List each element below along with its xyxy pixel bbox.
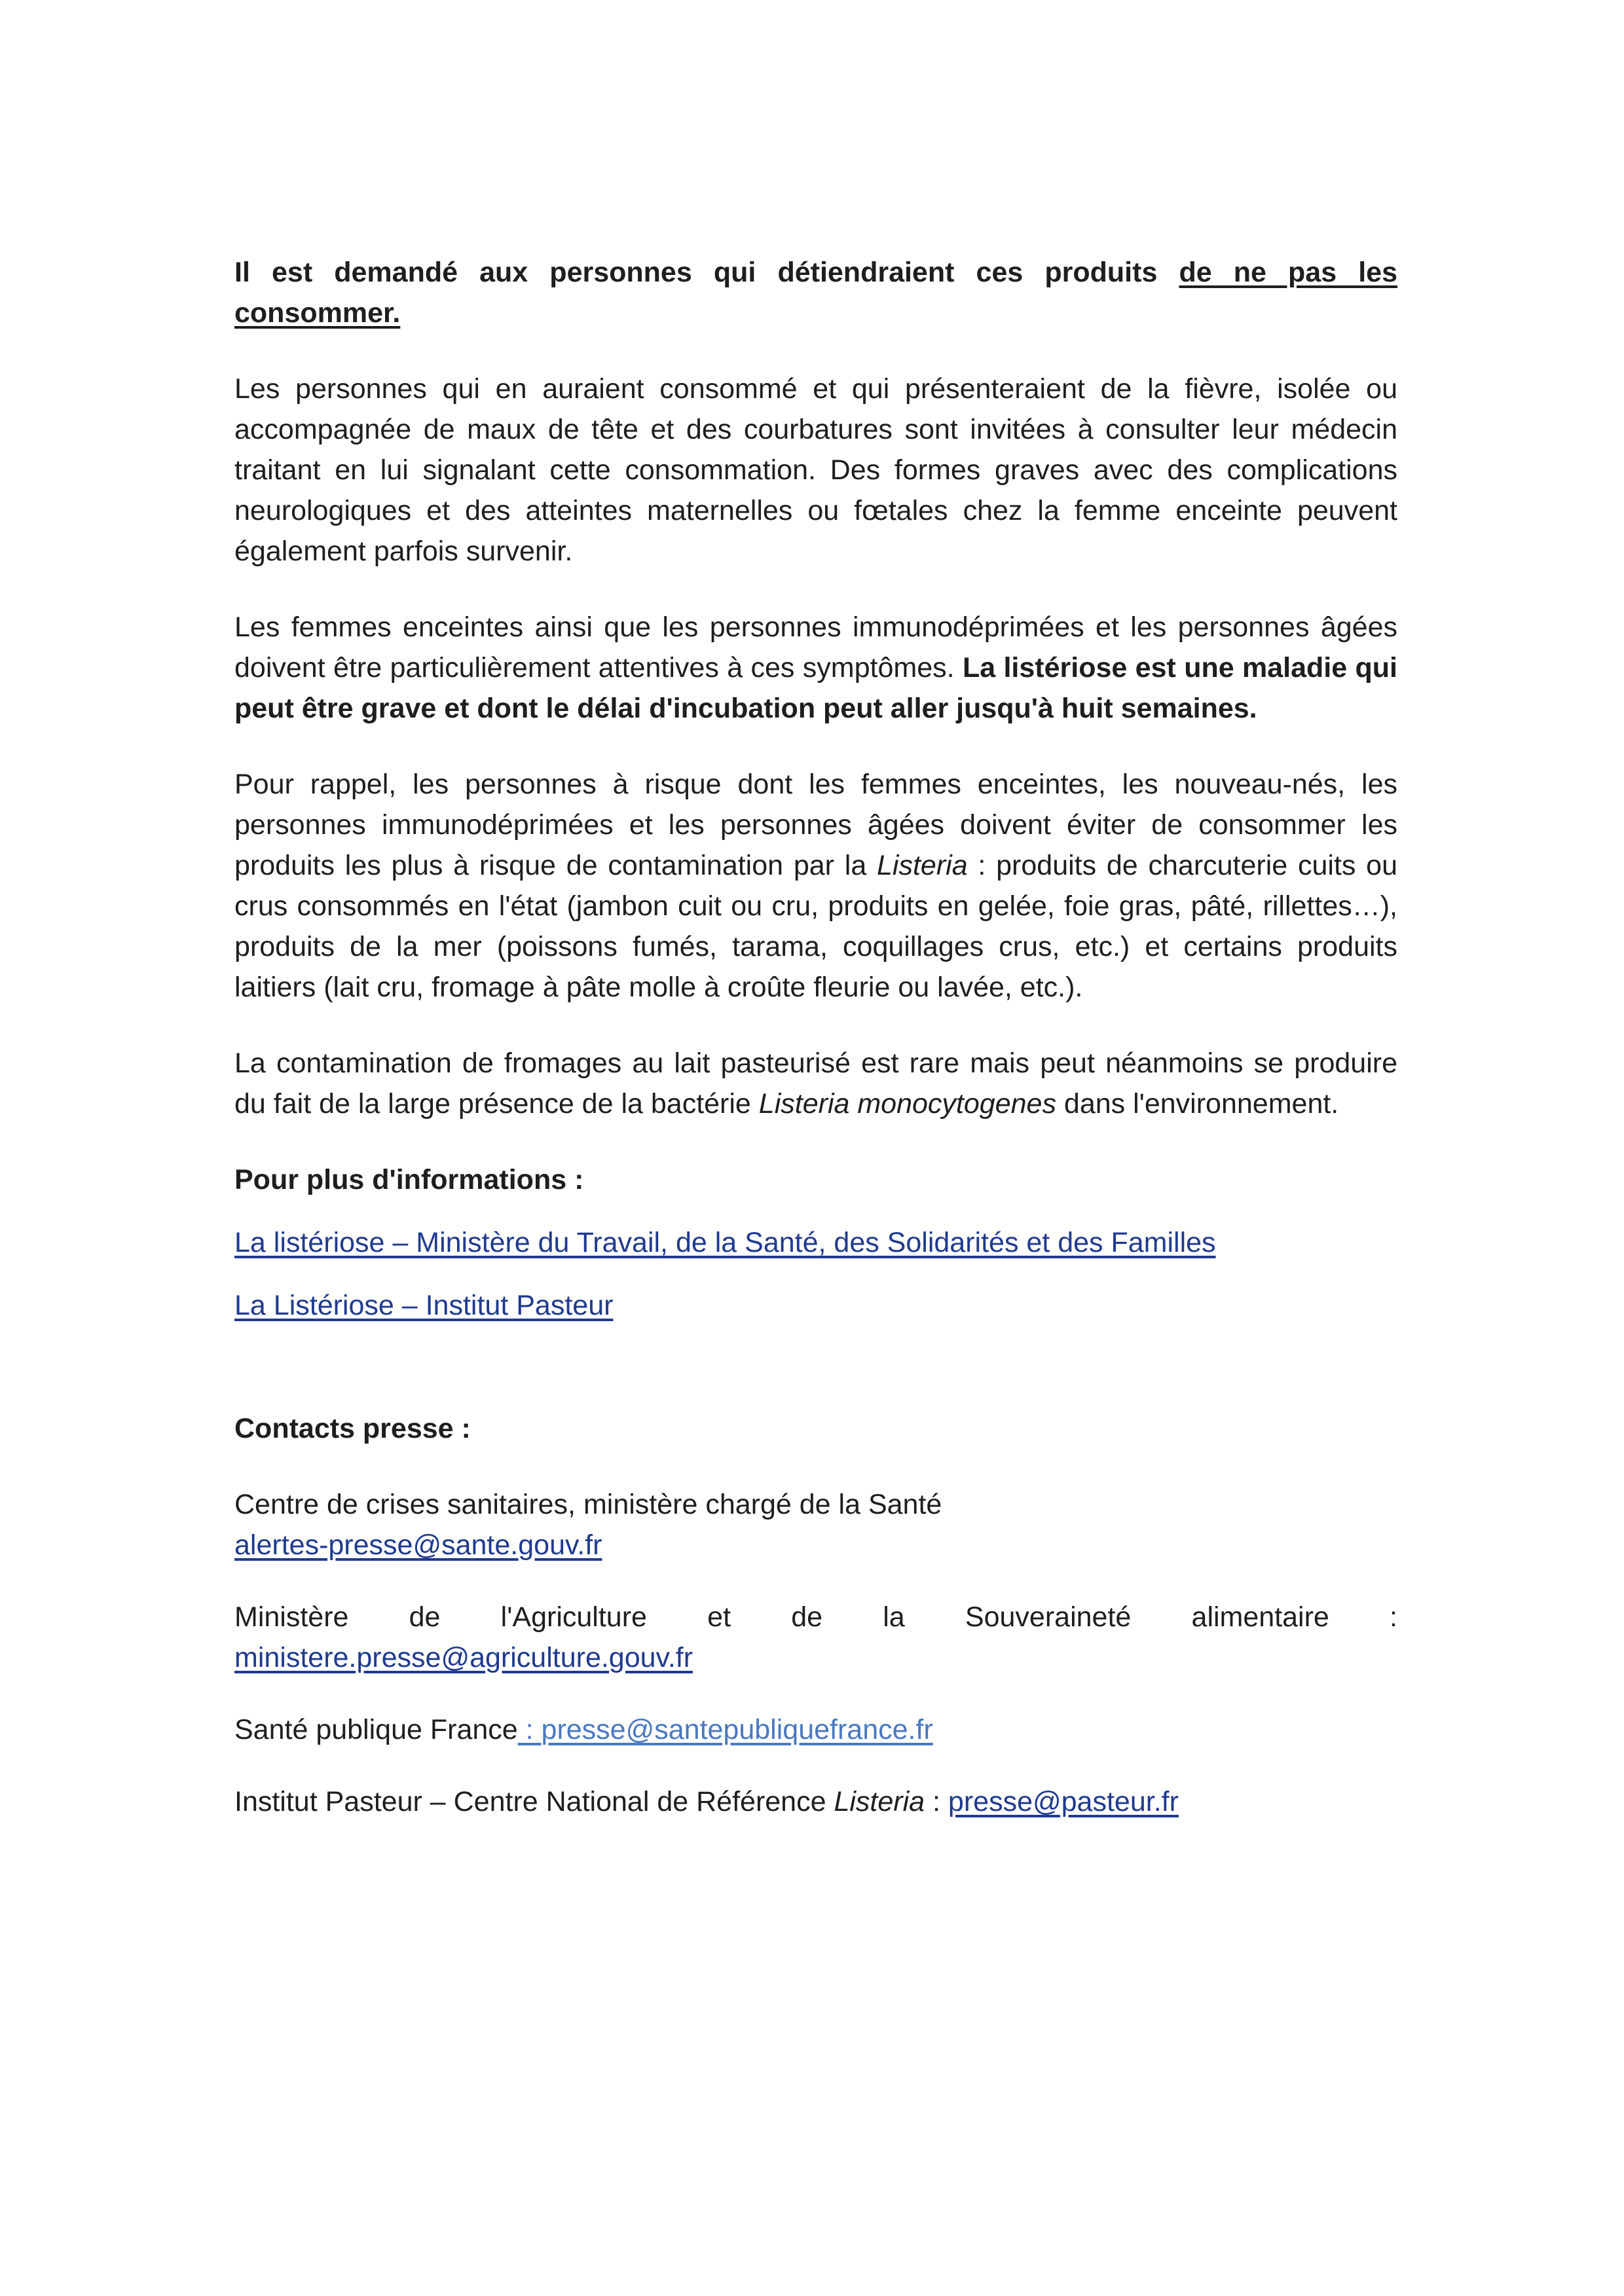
reminder-text-before: Pour rappel, les personnes à risque dont les femmes enceintes, les nouveau-nés, les personnes immunodéprimées et les personnes âgées doivent éviter de consommer les produits les plus à risque de contamination par la [234, 769, 1397, 881]
contact-email-spf[interactable]: presse@santepubliquefrance.fr [541, 1714, 933, 1745]
contact-label: Centre de crises sanitaires, ministère chargé de la Santé [234, 1489, 942, 1520]
contact-label: Santé publique France [234, 1714, 518, 1745]
reminder-paragraph [234, 764, 1397, 1008]
more-info-link-ministere[interactable] [234, 1222, 1397, 1263]
contamination-text-after: dans l'environnement. [1056, 1088, 1339, 1120]
contact-separator: : [517, 1714, 542, 1745]
risk-bold-text: La listériose est une maladie qui peut être grave et dont le délai d'incubation peut aller jusqu'à huit semaines. [234, 652, 1398, 724]
pasteur-link[interactable]: La Listériose – Institut Pasteur [234, 1290, 614, 1321]
reminder-italic: Listeria [877, 850, 968, 881]
spacer [234, 1348, 1397, 1408]
ministere-link[interactable]: La listériose – Ministère du Travail, de la Santé, des Solidarités et des Familles [234, 1227, 1216, 1258]
document-body [234, 252, 1397, 1853]
contact-spf [234, 1709, 1397, 1750]
contact-label: Ministère de l'Agriculture et de la Souveraineté alimentaire : [234, 1601, 1397, 1633]
risk-paragraph [234, 607, 1397, 729]
contact-label-after: : [925, 1786, 948, 1817]
contamination-text-before: La contamination de fromages au lait pasteurisé est rare mais peut néanmoins se produire du fait de la large présence de la bactérie [234, 1048, 1397, 1120]
contact-label-italic: Listeria [834, 1786, 925, 1817]
reminder-text-after: : produits de charcuterie cuits ou crus consommés en l'état (jambon cuit ou cru, produits en gelée, foie gras, pâté, rillettes…), produits de la mer (poissons fumés, tarama, coquillages crus, etc.) et certains produits laitiers (lait cru, fromage à pâte molle à croûte fleurie ou lavée, etc.). [234, 850, 1398, 1003]
contact-email-sante[interactable]: alertes-presse@sante.gouv.fr [234, 1529, 602, 1561]
risk-text: Les femmes enceintes ainsi que les personnes immunodéprimées et les personnes âgées doivent être particulièrement attentives à ces symptômes. [234, 611, 1397, 683]
intro-paragraph [234, 252, 1397, 333]
contact-label-before: Institut Pasteur – Centre National de Référence [234, 1786, 834, 1817]
contact-email-pasteur[interactable]: presse@pasteur.fr [948, 1786, 1179, 1817]
contact-pasteur [234, 1781, 1397, 1822]
intro-underlined-text: de ne pas les consommer. [234, 257, 1397, 329]
contact-agriculture [234, 1597, 1397, 1678]
contamination-paragraph [234, 1043, 1397, 1124]
contamination-italic: Listeria monocytogenes [758, 1088, 1056, 1120]
more-info-link-pasteur[interactable] [234, 1285, 1397, 1326]
press-heading: Contacts presse : [234, 1413, 471, 1444]
intro-bold-text: Il est demandé aux personnes qui détiendraient ces produits [234, 257, 1179, 288]
contact-sante [234, 1484, 1397, 1565]
contact-email-agriculture[interactable]: ministere.presse@agriculture.gouv.fr [234, 1642, 693, 1673]
more-info-heading: Pour plus d'informations : [234, 1164, 584, 1195]
symptoms-paragraph: Les personnes qui en auraient consommé et qui présenteraient de la fièvre, isolée ou accompagnée de maux de tête et des courbatures sont invitées à consulter leur médecin traitant en lui signalant cette consommation. Des formes graves avec des complications neurologiques et des atteintes maternelles ou fœtales chez la femme enceinte peuvent également parfois survenir. [234, 373, 1397, 567]
